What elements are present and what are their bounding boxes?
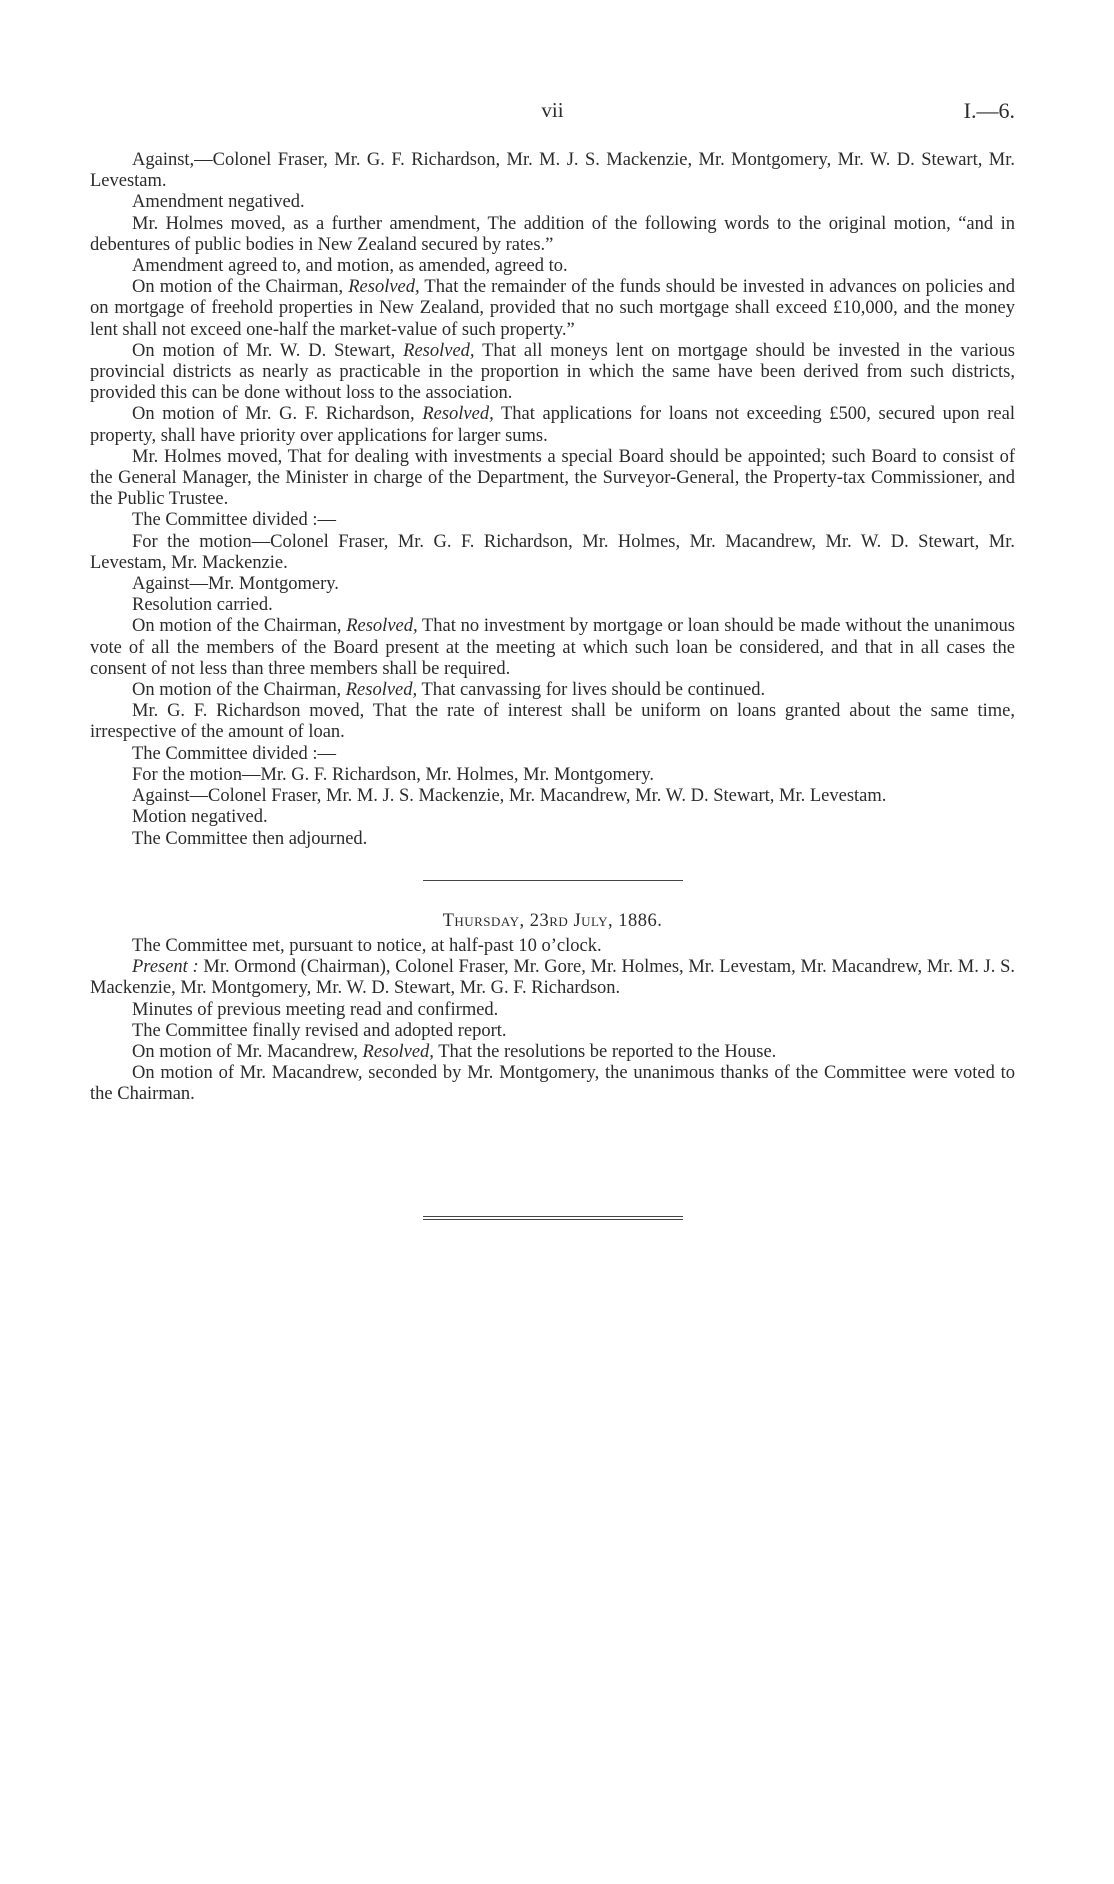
minute-paragraph: Amendment negatived.: [132, 192, 305, 213]
minute-paragraph: For the motion—Mr. G. F. Richardson, Mr. Holmes, Mr. Montgomery.: [132, 764, 654, 785]
minute-paragraph: Against,—Colonel Fraser, Mr. G. F. Richardson, Mr. M. J. S. Mackenzie, Mr. Montgomery, Mr. W. D. Stewart, Mr. Levestam.: [90, 150, 1015, 192]
paper-reference: I.—6.: [963, 98, 1015, 123]
minute-paragraph: The Committee divided :—: [132, 743, 336, 764]
minute-paragraph: [90, 404, 1015, 446]
minute-paragraph: Motion negatived.: [132, 807, 268, 828]
resolved-label: Resolved,: [346, 616, 418, 637]
resolution-text: That the resolutions be reported to the House.: [433, 1041, 777, 1062]
present-label: Present :: [132, 957, 199, 978]
minute-paragraph: Minutes of previous meeting read and confirmed.: [132, 999, 499, 1020]
minute-paragraph: [90, 277, 1015, 341]
resolution-text: That canvassing for lives should be continued.: [417, 680, 766, 701]
minute-paragraph: The Committee finally revised and adopted report.: [132, 1020, 507, 1041]
motion-intro: On motion of the Chairman,: [132, 277, 349, 298]
minute-paragraph: [90, 1042, 1015, 1063]
minute-paragraph: [90, 341, 1015, 405]
resolved-label: Resolved,: [348, 277, 420, 298]
minute-paragraph: For the motion—Colonel Fraser, Mr. G. F. Richardson, Mr. Holmes, Mr. Macandrew, Mr. W. D. Stewart, Mr. Levestam, Mr. Mackenzie.: [90, 531, 1015, 573]
motion-intro: On motion of Mr. G. F. Richardson,: [132, 404, 423, 425]
page-header: [90, 96, 1015, 126]
document-body: [90, 150, 1015, 1220]
minutes-section-second: [90, 936, 1015, 1106]
resolved-label: Resolved,: [403, 340, 475, 361]
motion-intro: On motion of Mr. W. D. Stewart,: [132, 340, 404, 361]
minute-paragraph: Mr. G. F. Richardson moved, That the rate of interest shall be uniform on loans granted about the same time, irrespective of the amount of loan.: [90, 701, 1015, 743]
minutes-section-first: [90, 150, 1015, 850]
resolution-text: That the remainder of the funds should be invested in advances on policies and on mortgage of freehold properties in New Zealand, provided that no such mortgage shall exceed £10,000, and the money lent shall not exceed one-half the market-value of such property.”: [90, 277, 1015, 340]
minute-paragraph: Amendment agreed to, and motion, as amended, agreed to.: [132, 256, 568, 277]
minute-paragraph: [90, 680, 1015, 701]
resolved-label: Resolved,: [422, 404, 494, 425]
meeting-date-heading: Thursday, 23rd July, 1886.: [442, 910, 663, 931]
resolved-label: Resolved,: [362, 1041, 434, 1062]
end-divider: [423, 1216, 683, 1220]
motion-intro: On motion of Mr. Macandrew,: [132, 1041, 363, 1062]
motion-intro: On motion of the Chairman,: [132, 680, 346, 701]
minute-paragraph: Mr. Holmes moved, That for dealing with investments a special Board should be appointed; such Board to consist of the General Manager, the Minister in charge of the Department, the Surveyor-General, the Property-tax Commissioner, and the Public Trustee.: [90, 446, 1015, 510]
attendees-list: Mr. Ormond (Chairman), Colonel Fraser, Mr. Gore, Mr. Holmes, Mr. Levestam, Mr. Macandrew, Mr. M. J. S. Mackenzie, Mr. Montgomery, Mr. W. D. Stewart, Mr. G. F. Richardson.: [90, 957, 1015, 999]
resolution-text: That no investment by mortgage or loan should be made without the unanimous vote of all the members of the Board present at the meeting at which such loan be considered, and that in all cases the consent of not less than three members shall be required.: [90, 616, 1016, 679]
page-number: vii: [541, 98, 564, 122]
minute-paragraph: Mr. Holmes moved, as a further amendment, The addition of the following words to the original motion, “and in debentures of public bodies in New Zealand secured by rates.”: [90, 213, 1015, 255]
minute-paragraph: [90, 616, 1015, 680]
minute-paragraph: The Committee then adjourned.: [132, 828, 368, 849]
minute-paragraph: Resolution carried.: [132, 595, 273, 616]
resolution-text: That all moneys lent on mortgage should be invested in the various provincial districts as nearly as practicable in the proportion in which the same have been derived from such districts, provided this can be done without loss to the association.: [90, 340, 1015, 404]
minute-paragraph: Against—Colonel Fraser, Mr. M. J. S. Mackenzie, Mr. Macandrew, Mr. W. D. Stewart, Mr. Levestam.: [132, 786, 887, 807]
section-divider: [423, 880, 683, 881]
minute-paragraph: The Committee met, pursuant to notice, at half-past 10 o’clock.: [132, 935, 602, 956]
minute-paragraph: Against—Mr. Montgomery.: [132, 574, 339, 595]
minute-paragraph: On motion of Mr. Macandrew, seconded by Mr. Montgomery, the unanimous thanks of the Committee were voted to the Chairman.: [90, 1063, 1015, 1105]
resolved-label: Resolved,: [345, 680, 418, 701]
motion-intro: On motion of the Chairman,: [132, 616, 347, 637]
minute-paragraph: [90, 957, 1015, 999]
minute-paragraph: The Committee divided :—: [132, 510, 336, 531]
resolution-text: That applications for loans not exceeding £500, secured upon real property, shall have priority over applications for larger sums.: [90, 404, 1015, 446]
